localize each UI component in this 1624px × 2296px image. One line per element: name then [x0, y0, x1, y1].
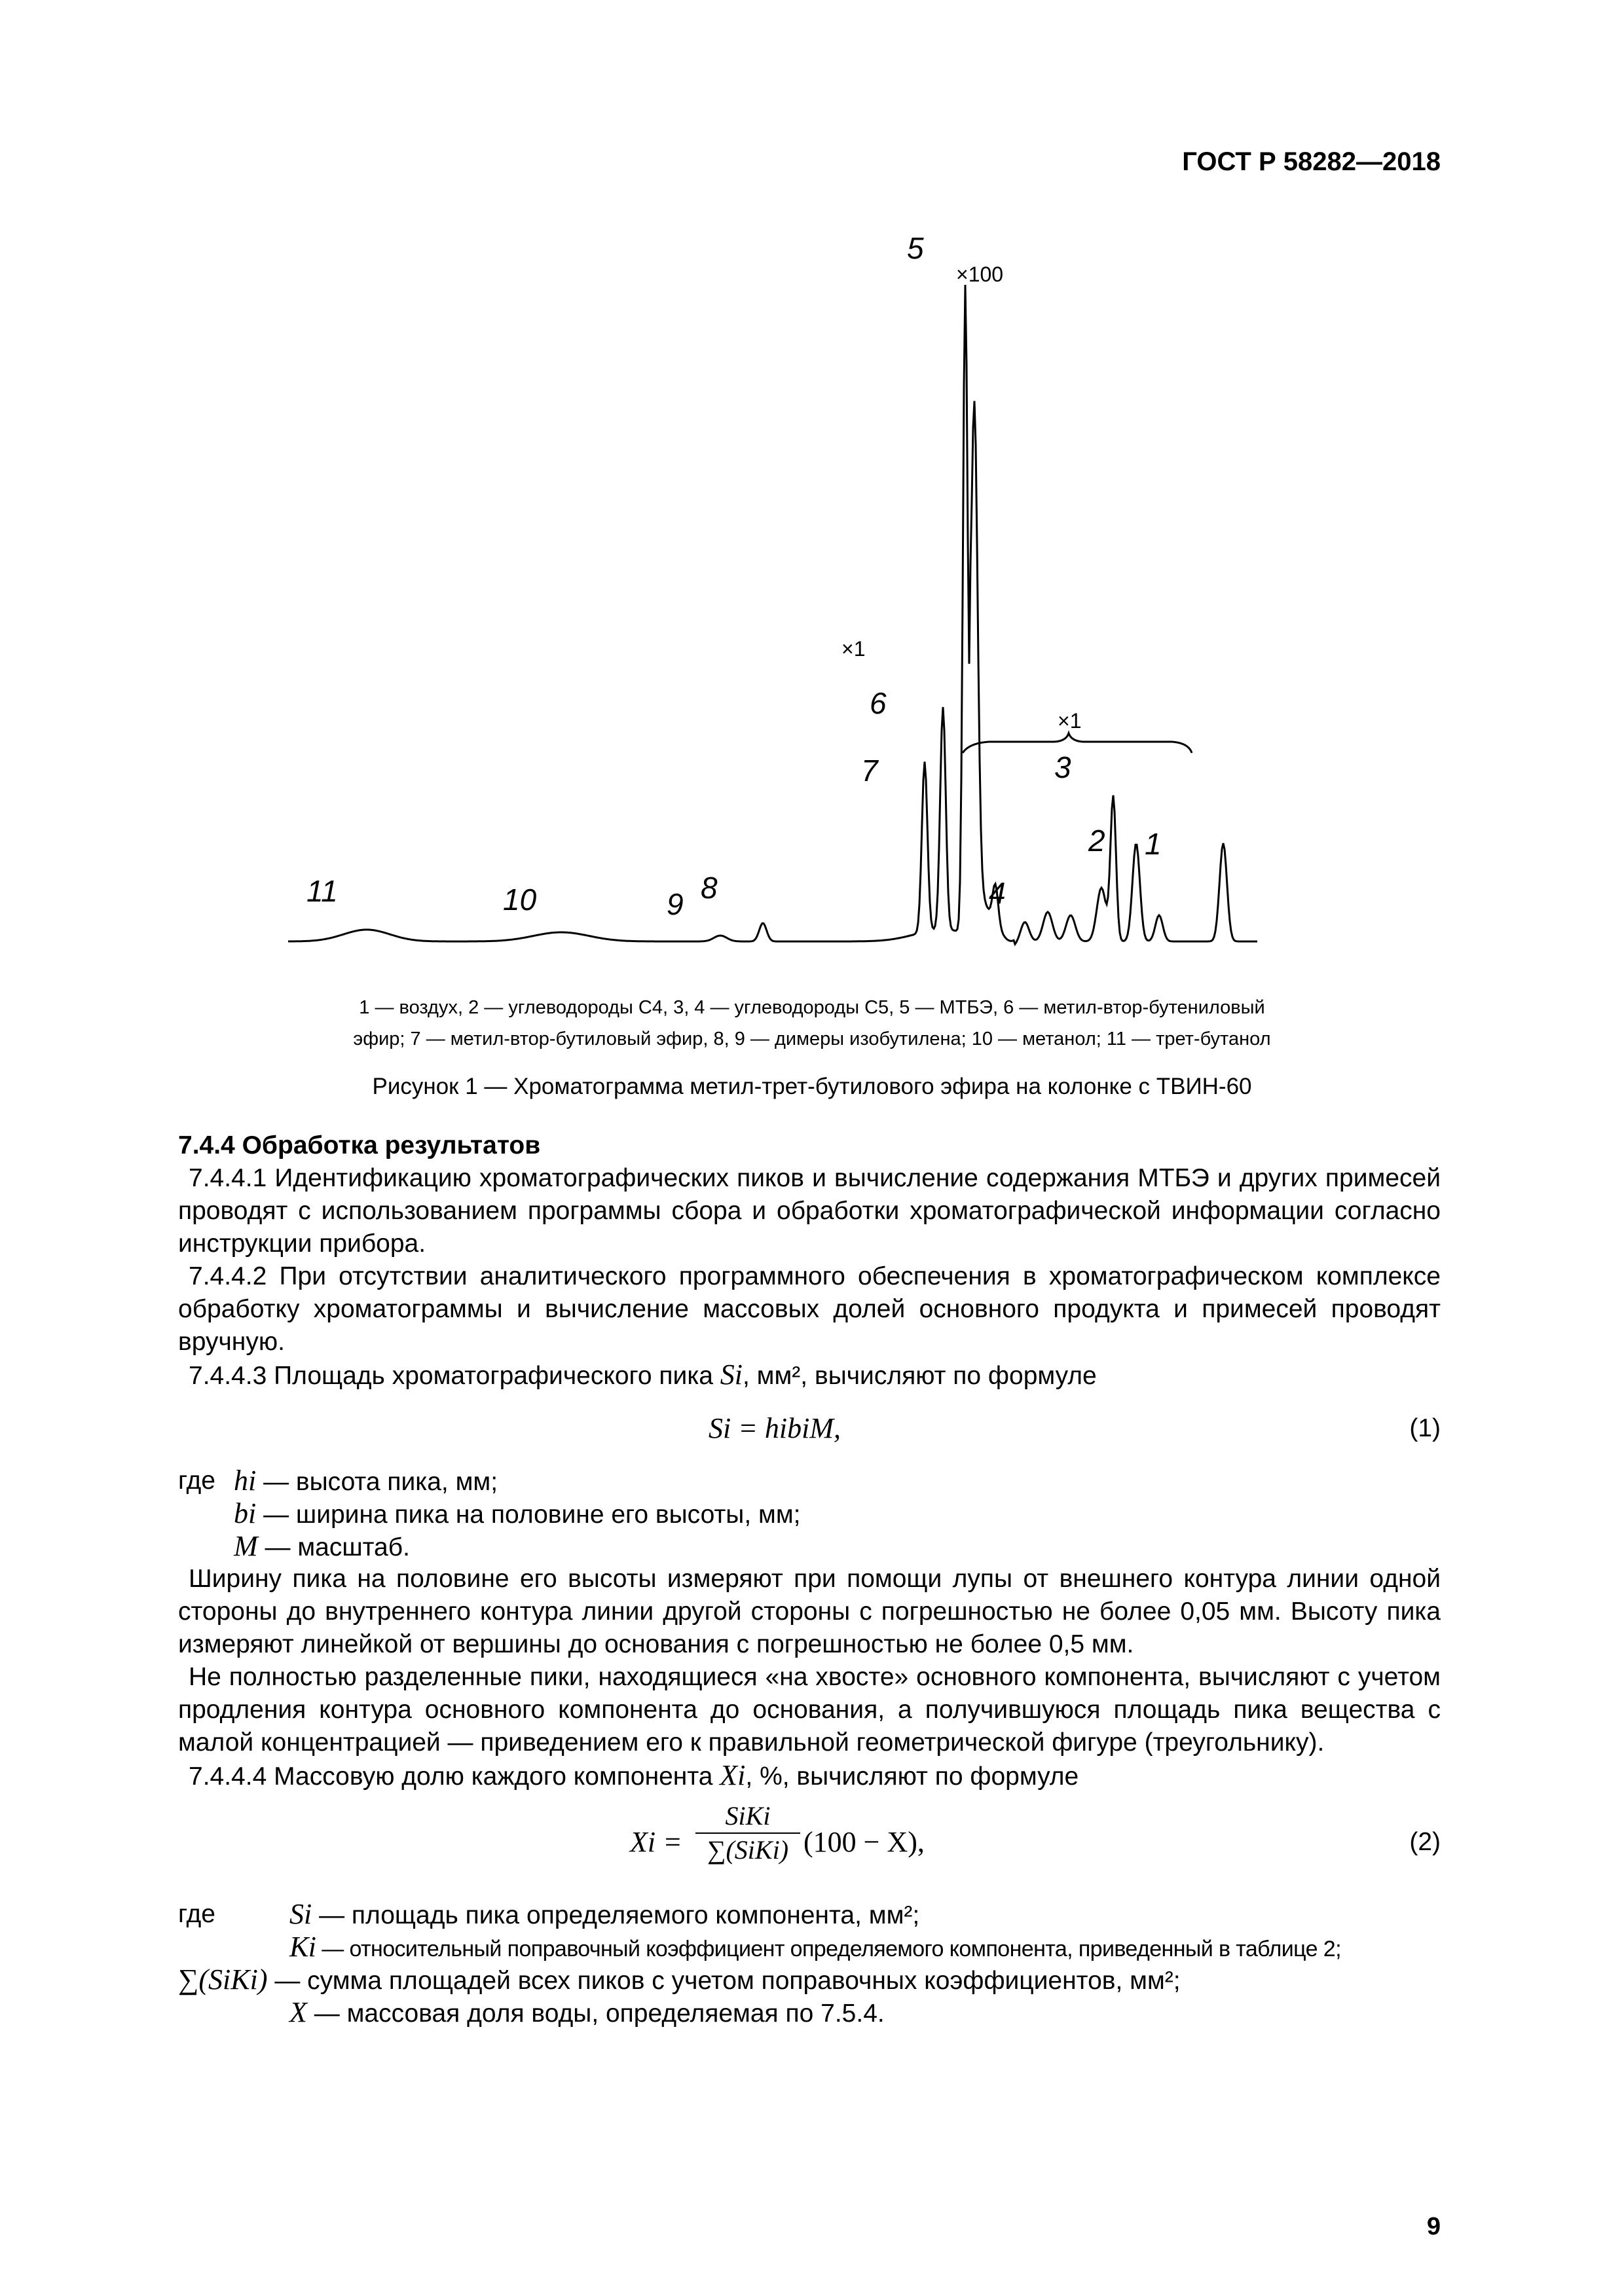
multiplier-label-peak6: ×1	[841, 637, 866, 661]
chromatogram-chart	[236, 229, 1257, 982]
formula-1: Si = hibiM,	[709, 1412, 841, 1444]
peak-label-10: 10	[503, 883, 537, 917]
section-title: 7.4.4 Обработка результатов	[178, 1131, 541, 1159]
peak-label-9: 9	[667, 887, 684, 921]
paragraph-7-4-4-3	[178, 1358, 1441, 1393]
peak-label-5: 5	[907, 231, 924, 265]
definition-b: — ширина пика на половине его высоты, мм;	[263, 1501, 801, 1529]
where-2-item-s	[289, 1898, 919, 1932]
page-number: 9	[1426, 2213, 1441, 2240]
peak-label-2: 2	[1088, 824, 1105, 858]
definition-h: — высота пика, мм;	[263, 1468, 498, 1496]
multiplier-label-group: ×1	[1058, 709, 1082, 733]
formula-2-numerator: SiKi	[695, 1800, 800, 1834]
formula-2-lhs: Xi =	[630, 1826, 682, 1858]
formula-2-row	[178, 1793, 1441, 1898]
p6-text-b: , %, вычисляют по формуле	[745, 1762, 1079, 1791]
symbol-k: Ki	[289, 1931, 316, 1963]
paragraph-7-4-4-1: 7.4.4.1 Идентификацию хроматографических пиков и вычисление содержания МТБЭ и других примесей проводят с использованием программы сбора и обработки хроматографической информации согласно инструкции прибора.	[178, 1164, 1441, 1258]
section-7-4-4	[178, 1129, 1441, 2042]
where-2-prefix: где	[178, 1900, 215, 1928]
equation-number-2: (2)	[1409, 1828, 1441, 1856]
chromatogram-trace-group	[288, 285, 1257, 944]
symbol-m: M	[234, 1530, 258, 1562]
legend-line-2: эфир; 7 — метил-втор-бутиловый эфир, 8, 9 — димеры изобутилена; 10 — метанол; 11 — трет-бутанол	[353, 1029, 1271, 1049]
definition-sum: — сумма площадей всех пиков с учетом поправочных коэффициентов, мм²;	[274, 1967, 1181, 1995]
where-1-item-b	[234, 1497, 800, 1531]
definition-x: — массовая доля воды, определяемая по 7.5.4.	[314, 1999, 885, 2028]
where-1-prefix: где	[178, 1467, 215, 1495]
symbol-b: bi	[234, 1497, 257, 1529]
formula-2-denominator: ∑(SiKi)	[707, 1835, 789, 1865]
peak-label-6: 6	[870, 686, 887, 720]
p3-text-b: , мм², вычисляют по формуле	[743, 1362, 1097, 1390]
paragraph-7-4-4-4	[178, 1759, 1441, 1793]
formula-2-rhs: (100 − X),	[803, 1826, 925, 1858]
peak-label-8: 8	[701, 871, 718, 905]
symbol-h: hi	[234, 1465, 257, 1497]
paragraph-unresolved-peaks: Не полностью разделенные пики, находящиеся «на хвосте» основного компонента, вычисляют с учетом продления контура основного компонента до основания, а получившуюся площадь пика вещества с малой концентрацией — приведением его к правильной геометрической фигуре (треугольнику).	[178, 1663, 1441, 1757]
where-block-1	[178, 1465, 1441, 1563]
symbol-s: Si	[289, 1898, 312, 1930]
paragraph-peak-width: Ширину пика на половине его высоты измеряют при помощи лупы от внешнего контура линии одной стороны до внутреннего контура линии другой стороны с погрешностью не более 0,05 мм. Высоту пика измеряют линейкой от вершины до основания с погрешностью не более 0,5 мм.	[178, 1565, 1441, 1658]
chromatogram-trace	[288, 285, 1257, 944]
symbol-sum: ∑(SiKi)	[178, 1963, 268, 1995]
where-block-2	[178, 1898, 1441, 2042]
peak-label-4: 4	[989, 876, 1006, 910]
formula-2-fraction	[695, 1800, 800, 1867]
where-2-item-k	[289, 1931, 1341, 1965]
peak-label-11: 11	[306, 874, 338, 908]
peak-label-1: 1	[1145, 827, 1162, 861]
paragraph-7-4-4-2: 7.4.4.2 При отсутствии аналитического программного обеспечения в хроматографическом комплексе обработку хроматограммы и вычисление массовых долей основного продукта и примесей проводят вручную.	[178, 1262, 1441, 1356]
figure-legend	[164, 992, 1460, 1055]
figure-caption: Рисунок 1 — Хроматограмма метил-трет-бутилового эфира на колонке с ТВИН-60	[372, 1074, 1252, 1099]
symbol-x: X	[289, 1996, 307, 2028]
p3-variable: Si	[720, 1358, 743, 1391]
group-brace	[963, 733, 1192, 753]
where-1-item-h	[234, 1465, 498, 1499]
p6-text-a: 7.4.4.4 Массовую долю каждого компонента	[189, 1762, 713, 1791]
definition-k: — относительный поправочный коэффициент определяемого компонента, приведенный в таблице 2;	[322, 1937, 1341, 1961]
document-header: ГОСТ Р 58282—2018	[1182, 147, 1441, 176]
where-2-item-sum	[178, 1963, 1181, 1997]
peak-label-3: 3	[1054, 750, 1071, 784]
peak-label-7: 7	[861, 754, 878, 788]
p6-variable: Xi	[720, 1759, 746, 1791]
multiplier-label-x100: ×100	[956, 263, 1004, 286]
definition-s: — площадь пика определяемого компонента, мм²;	[319, 1901, 920, 1929]
where-1-item-m	[234, 1530, 410, 1564]
where-2-item-x	[289, 1996, 885, 2030]
legend-line-1: 1 — воздух, 2 — углеводороды С4, 3, 4 — углеводороды С5, 5 — МТБЭ, 6 — метил-втор-бутениловый	[359, 997, 1265, 1018]
definition-m: — масштаб.	[265, 1533, 410, 1561]
p3-text-a: 7.4.4.3 Площадь хроматографического пика	[189, 1362, 713, 1390]
formula-1-row	[178, 1393, 1441, 1465]
equation-number-1: (1)	[1409, 1414, 1441, 1442]
